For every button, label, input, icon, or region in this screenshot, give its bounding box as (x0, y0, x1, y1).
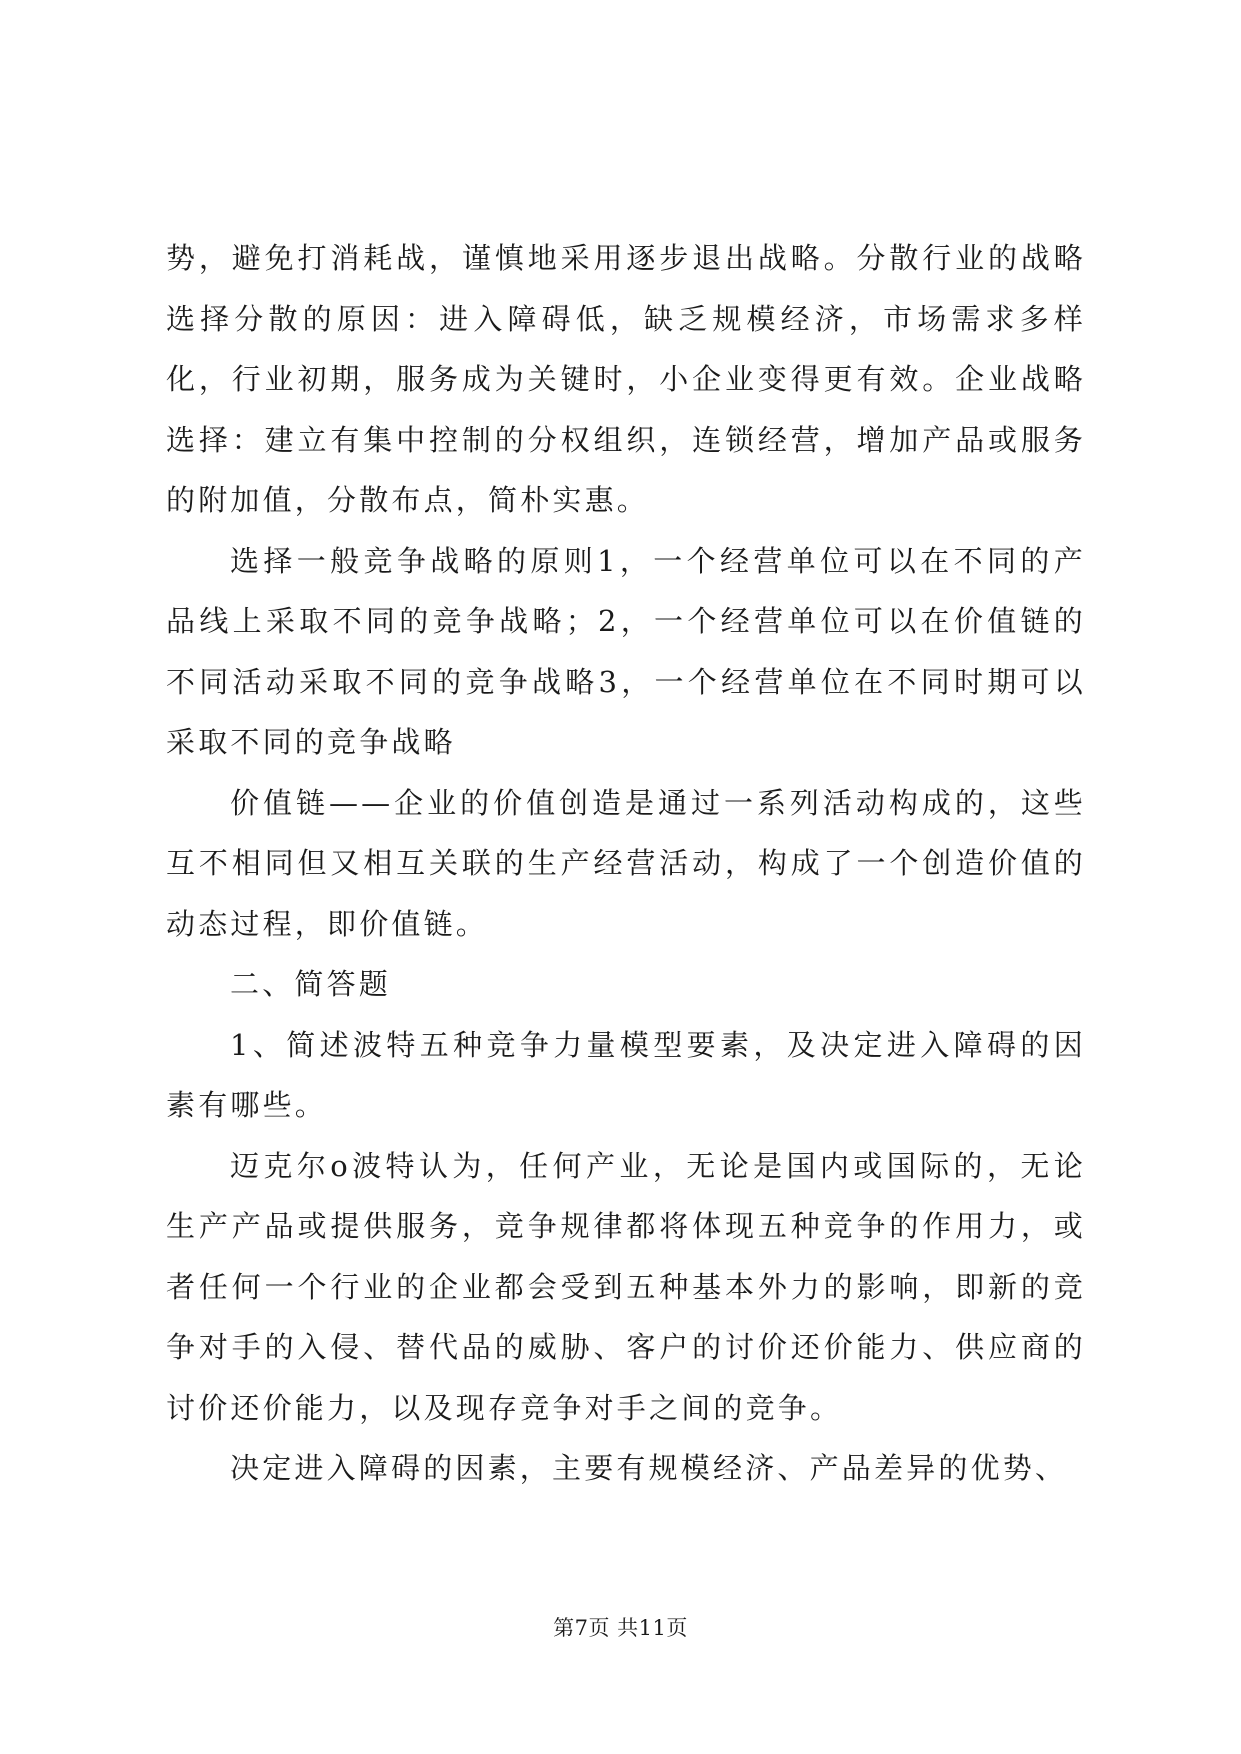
page-footer: 第7页 共11页 (553, 1616, 688, 1640)
paragraph-porter-five-forces: 迈克尔o波特认为，任何产业，无论是国内或国际的，无论生产产品或提供服务，竞争规律都将体现五种竞争的作用力，或者任何一个行业的企业都会受到五种基本外力的影响，即新的竞争对手的入侵、替代品的威胁、客户的讨价还价能力、供应商的讨价还价能力，以及现存竞争对手之间的竞争。 (166, 1148, 1086, 1425)
paragraph-strategy-principles: 选择一般竞争战略的原则1，一个经营单位可以在不同的产品线上采取不同的竞争战略；2，一个经营单位可以在价值链的不同活动采取不同的竞争战略3，一个经营单位在不同时期可以采取不同的竞争战略 (166, 543, 1086, 759)
section-heading: 二、简答题 (230, 967, 392, 1001)
paragraph-entry-barriers: 决定进入障碍的因素，主要有规模经济、产品差异的优势、 (230, 1451, 1068, 1485)
paragraph-value-chain: 价值链——企业的价值创造是通过一系列活动构成的，这些互不相同但又相互关联的生产经营活动，构成了一个创造价值的动态过程，即价值链。 (166, 785, 1086, 941)
page-body (166, 228, 1086, 1499)
paragraph-continuation: 势，避免打消耗战，谨慎地采用逐步退出战略。分散行业的战略选择分散的原因：进入障碍低，缺乏规模经济，市场需求多样化，行业初期，服务成为关键时，小企业变得更有效。企业战略选择：建立有集中控制的分权组织，连锁经营，增加产品或服务的附加值，分散布点，简朴实惠。 (166, 241, 1086, 517)
question-heading: 1、简述波特五种竞争力量模型要素，及决定进入障碍的因素有哪些。 (166, 1027, 1086, 1122)
